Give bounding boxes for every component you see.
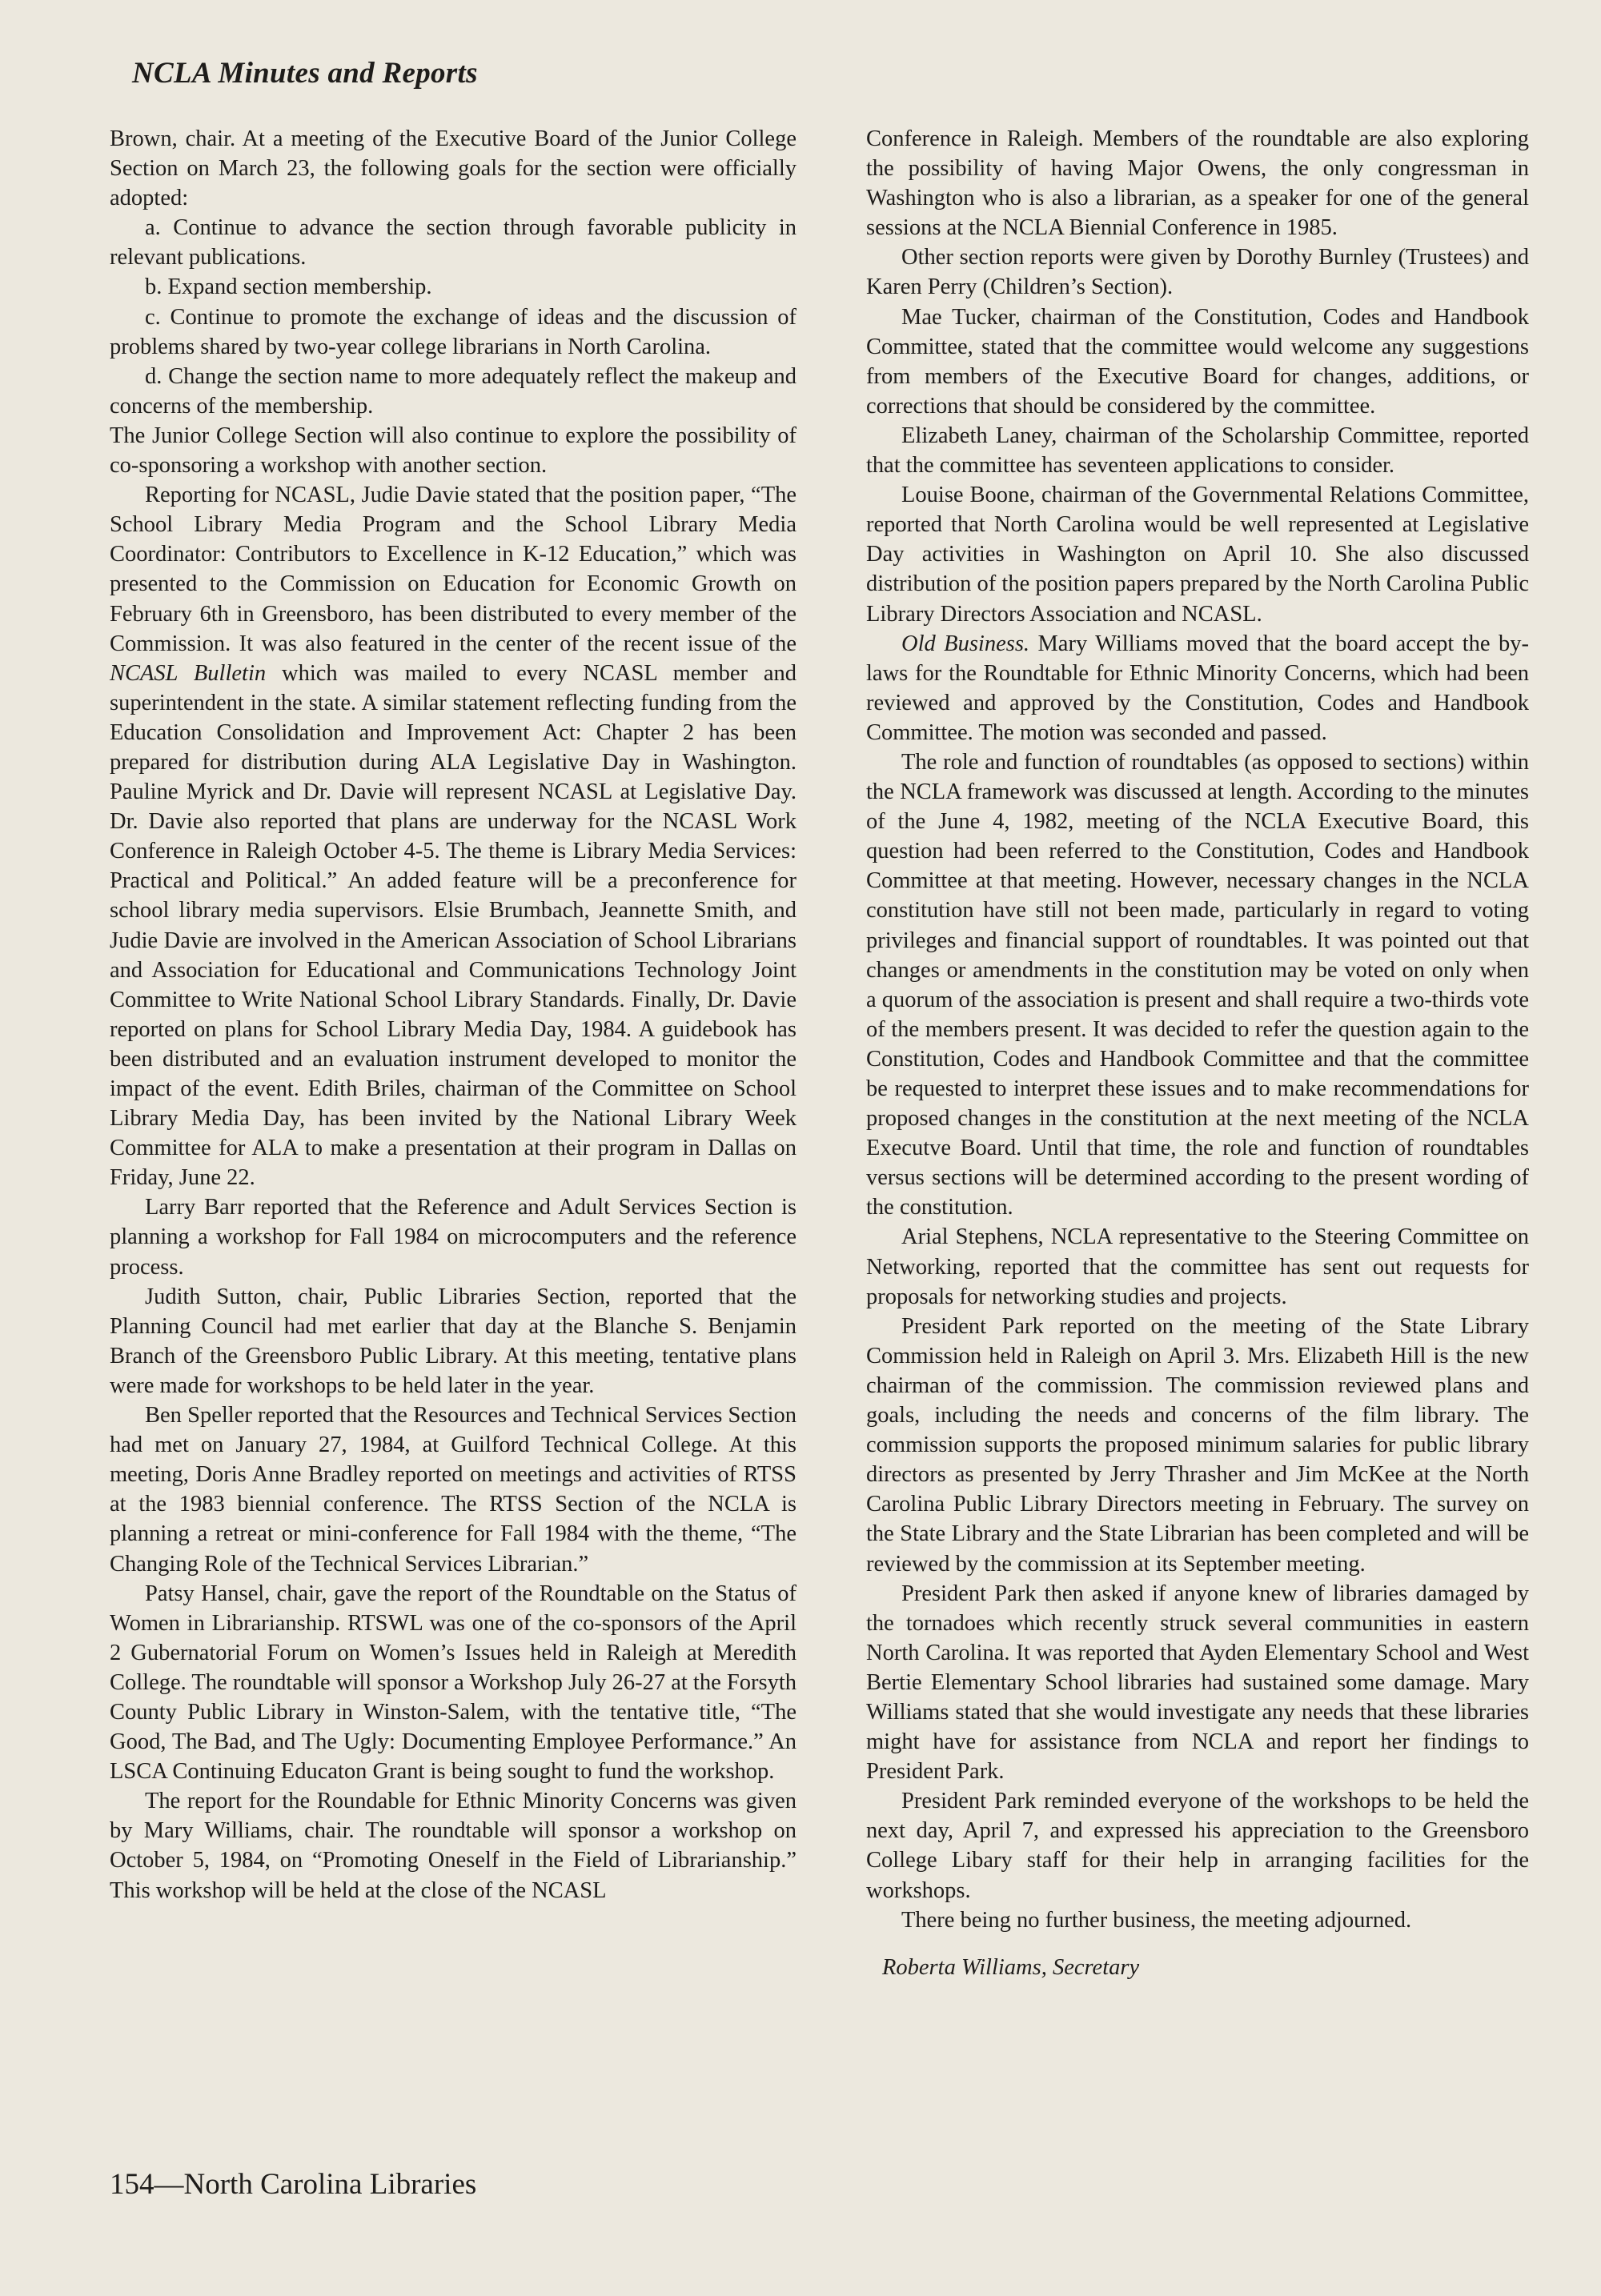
text-segment: Patsy Hansel, chair, gave the report of the Roundtable on the Status of Women in Librarianship. RTSWL was one of the co-sponsors of the April 2 Gubernatorial Forum on Women’s Issues held in Raleigh at Meredith College. The roundtable will sponsor a Workshop July 26-27 at the Forsyth County Public Library in Winston-Salem, with the tentative title, “The Good, The Bad, and The Ugly: Documenting Employee Performance.” An LSCA Continuing Educaton Grant is being sought to fund the workshop.	[110, 1581, 796, 1785]
text-segment: The role and function of roundtables (as opposed to sections) within the NCLA framework was discussed at length. According to the minutes of the June 4, 1982, meeting of the NCLA Executive Board, this question had been referred to the Constitution, Codes and Handbook Committee at that meeting. However, necessary changes in the NCLA constitution have still not been made, particularly in regard to voting privileges and financial support of roundtables. It was pointed out that changes or amendments in the constitution may be voted on only when a quorum of the association is present and shall require a two-thirds vote of the members present. It was decided to refer the question again to the Constitution, Codes and Handbook Committee and that the committee be requested to interpret these issues and to make recommendations for proposed changes in the constitution at the next meeting of the NCLA Executve Board. Until that time, the role and function of roundtables versus sections will be determined according to the present wording of the constitution.	[866, 749, 1529, 1220]
text-segment: President Park reported on the meeting of the State Library Commission held in Raleigh on April 3. Mrs. Elizabeth Hill is the new chairman of the commission. The commission reviewed plans and goals, including the needs and concerns of the film library. The commission supports the proposed minimum salaries for public library directors as presented by Jerry Thrasher and Jim McKee at the North Carolina Public Library Directors meeting in February. The survey on the State Library and the State Librarian has been completed and will be reviewed by the commission at its September meeting.	[866, 1313, 1529, 1577]
paragraph	[866, 1312, 1529, 1579]
left-column	[110, 124, 796, 1905]
running-header: NCLA Minutes and Reports	[132, 57, 478, 90]
text-segment: The Junior College Section will also continue to explore the possibility of co-sponsoring a workshop with another section.	[110, 423, 796, 479]
paragraph	[866, 421, 1529, 480]
text-segment: Elizabeth Laney, chairman of the Scholarship Committee, reported that the committee has seventeen applications to consider.	[866, 423, 1529, 479]
text-segment: Louise Boone, chairman of the Governmental Relations Committee, reported that North Carolina would be well represented at Legislative Day activities in Washington on April 10. She also discussed distribution of the position papers prepared by the North Carolina Public Library Directors Association and NCASL.	[866, 483, 1529, 627]
paragraph	[866, 1222, 1529, 1311]
paragraph	[110, 480, 796, 1192]
paragraph	[110, 421, 796, 480]
right-column	[866, 124, 1529, 1982]
text-segment: Reporting for NCASL, Judie Davie stated that the position paper, “The School Library Media Program and the School Library Media Coordinator: Contributors to Excellence in K-12 Education,” which was presented to the Commission on Education for Economic Growth on February 6th in Greensboro, has been distributed to every member of the Commission. It was also featured in the center of the recent issue of the	[110, 483, 796, 656]
paragraph	[110, 1786, 796, 1905]
paragraph	[866, 629, 1529, 747]
paragraph	[110, 272, 796, 302]
text-segment: d. Change the section name to more adequately reflect the makeup and concerns of the membership.	[110, 363, 796, 419]
paragraph	[110, 213, 796, 272]
paragraph	[110, 303, 796, 362]
text-segment: Larry Barr reported that the Reference and Adult Services Section is planning a workshop for Fall 1984 on microcomputers and the reference process.	[110, 1195, 796, 1280]
text-segment: President Park reminded everyone of the workshops to be held the next day, April 7, and expressed his appreciation to the Greensboro College Libary staff for their help in arranging facilities for the workshops.	[866, 1789, 1529, 1903]
paragraph	[866, 124, 1529, 242]
paragraph	[866, 303, 1529, 421]
paragraph	[866, 480, 1529, 628]
text-segment: President Park then asked if anyone knew of libraries damaged by the tornadoes which recently struck several communities in eastern North Carolina. It was reported that Ayden Elementary School and West Bertie Elementary School libraries had sustained some damage. Mary Williams stated that she would investigate any needs that these libraries might have for assistance from NCLA and report her findings to President Park.	[866, 1581, 1529, 1785]
text-segment: Mae Tucker, chairman of the Constitution, Codes and Handbook Committee, stated that the committee would welcome any suggestions from members of the Executive Board for changes, additions, or corrections that should be considered by the committee.	[866, 304, 1529, 419]
paragraph	[866, 1579, 1529, 1787]
signature: Roberta Williams, Secretary	[882, 1954, 1140, 1980]
text-segment: b. Expand section membership.	[145, 274, 432, 300]
paragraph	[110, 1192, 796, 1281]
text-segment: Other section reports were given by Dorothy Burnley (Trustees) and Karen Perry (Children’s Section).	[866, 245, 1529, 300]
paragraph	[866, 1786, 1529, 1905]
paragraph	[110, 1579, 796, 1787]
italic-text: Old Business.	[901, 631, 1030, 656]
text-segment: Arial Stephens, NCLA representative to the Steering Committee on Networking, reported that the committee has sent out requests for proposals for networking studies and projects.	[866, 1224, 1529, 1309]
text-segment: Conference in Raleigh. Members of the roundtable are also exploring the possibility of having Major Owens, the only congressman in Washington who is also a librarian, as a speaker for one of the general sessions at the NCLA Biennial Conference in 1985.	[866, 126, 1529, 241]
text-segment: Brown, chair. At a meeting of the Executive Board of the Junior College Section on March 23, the following goals for the section were officially adopted:	[110, 126, 796, 211]
text-segment: c. Continue to promote the exchange of ideas and the discussion of problems shared by two-year college librarians in North Carolina.	[110, 304, 796, 359]
text-segment: The report for the Roundable for Ethnic Minority Concerns was given by Mary Williams, chair. The roundtable will sponsor a workshop on October 5, 1984, on “Promoting Oneself in the Field of Librarianship.” This workshop will be held at the close of the NCASL	[110, 1789, 796, 1903]
paragraph	[866, 1905, 1529, 1935]
text-segment: Mary Williams moved that the board accept the by-laws for the Roundtable for Ethnic Minority Concerns, which had been reviewed and approved by the Constitution, Codes and Handbook Committee. The motion was seconded and passed.	[866, 631, 1529, 745]
paragraph	[866, 242, 1529, 302]
text-segment: which was mailed to every NCASL member and superintendent in the state. A similar statement reflecting funding from the Education Consolidation and Improvement Act: Chapter 2 has been prepared for distribution during ALA Legislative Day in Washington. Pauline Myrick and Dr. Davie will represent NCASL at Legislative Day. Dr. Davie also reported that plans are underway for the NCASL Work Conference in Raleigh October 4-5. The theme is Library Media Services: Practical and Political.” An added feature will be a preconference for school library media supervisors. Elsie Brumbach, Jeannette Smith, and Judie Davie are involved in the American Association of School Librarians and Association for Educational and Communications Technology Joint Committee to Write National School Library Standards. Finally, Dr. Davie reported on plans for School Library Media Day, 1984. A guidebook has been distributed and an evaluation instrument developed to monitor the impact of the event. Edith Briles, chairman of the Committee on School Library Media Day, has been invited by the National Library Week Committee for ALA to make a presentation at their program in Dallas on Friday, June 22.	[110, 660, 796, 1191]
paragraph	[110, 1400, 796, 1579]
italic-text: NCASL Bulletin	[110, 660, 267, 686]
text-segment: Judith Sutton, chair, Public Libraries Section, reported that the Planning Council had met earlier that day at the Blanche S. Benjamin Branch of the Greensboro Public Library. At this meeting, tentative plans were made for workshops to be held later in the year.	[110, 1284, 796, 1398]
text-segment: Ben Speller reported that the Resources and Technical Services Section had met on January 27, 1984, at Guilford Technical College. At this meeting, Doris Anne Bradley reported on meetings and activities of RTSS at the 1983 biennial conference. The RTSS Section of the NCLA is planning a retreat or mini-conference for Fall 1984 with the theme, “The Changing Role of the Technical Services Librarian.”	[110, 1403, 796, 1577]
text-segment: a. Continue to advance the section through favorable publicity in relevant publications.	[110, 215, 796, 270]
text-segment: There being no further business, the meeting adjourned.	[901, 1907, 1412, 1933]
paragraph	[866, 747, 1529, 1223]
paragraph	[110, 1282, 796, 1400]
paragraph	[110, 124, 796, 213]
paragraph	[110, 362, 796, 421]
page-footer: 154—North Carolina Libraries	[110, 2168, 477, 2201]
